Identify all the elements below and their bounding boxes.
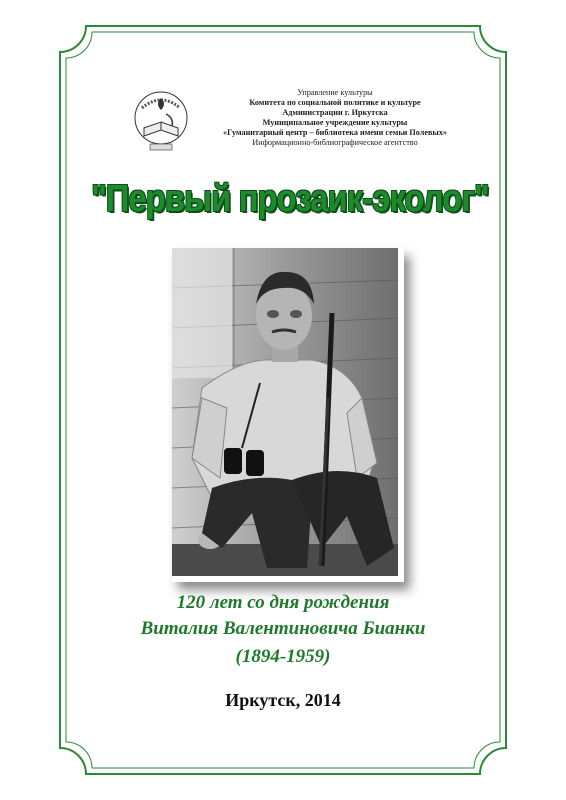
library-emblem-icon xyxy=(132,86,190,156)
header-line-2: Комитета по социальной политике и культуре xyxy=(249,98,421,107)
page-title: "Первый прозаик-эколог" xyxy=(91,178,489,220)
city-year: Иркутск, 2014 xyxy=(225,690,341,710)
header-line-4: Муниципальное учреждение культуры xyxy=(262,118,408,127)
author-years: (1894-1959) xyxy=(235,646,331,667)
header-line-6: Информационно-библиографическое агентство xyxy=(252,138,418,147)
author-name: Виталия Валентиновича Бианки xyxy=(140,618,426,639)
author-portrait-photo xyxy=(172,248,398,576)
institution-header xyxy=(190,88,480,148)
header-line-3: Администрации г. Иркутска xyxy=(282,108,388,117)
header-line-1: Управление культуры xyxy=(297,88,373,97)
header-line-5: «Гуманитарный центр – библиотека имени семьи Полевых» xyxy=(222,128,448,137)
anniversary-line: 120 лет со дня рождения xyxy=(176,592,390,613)
